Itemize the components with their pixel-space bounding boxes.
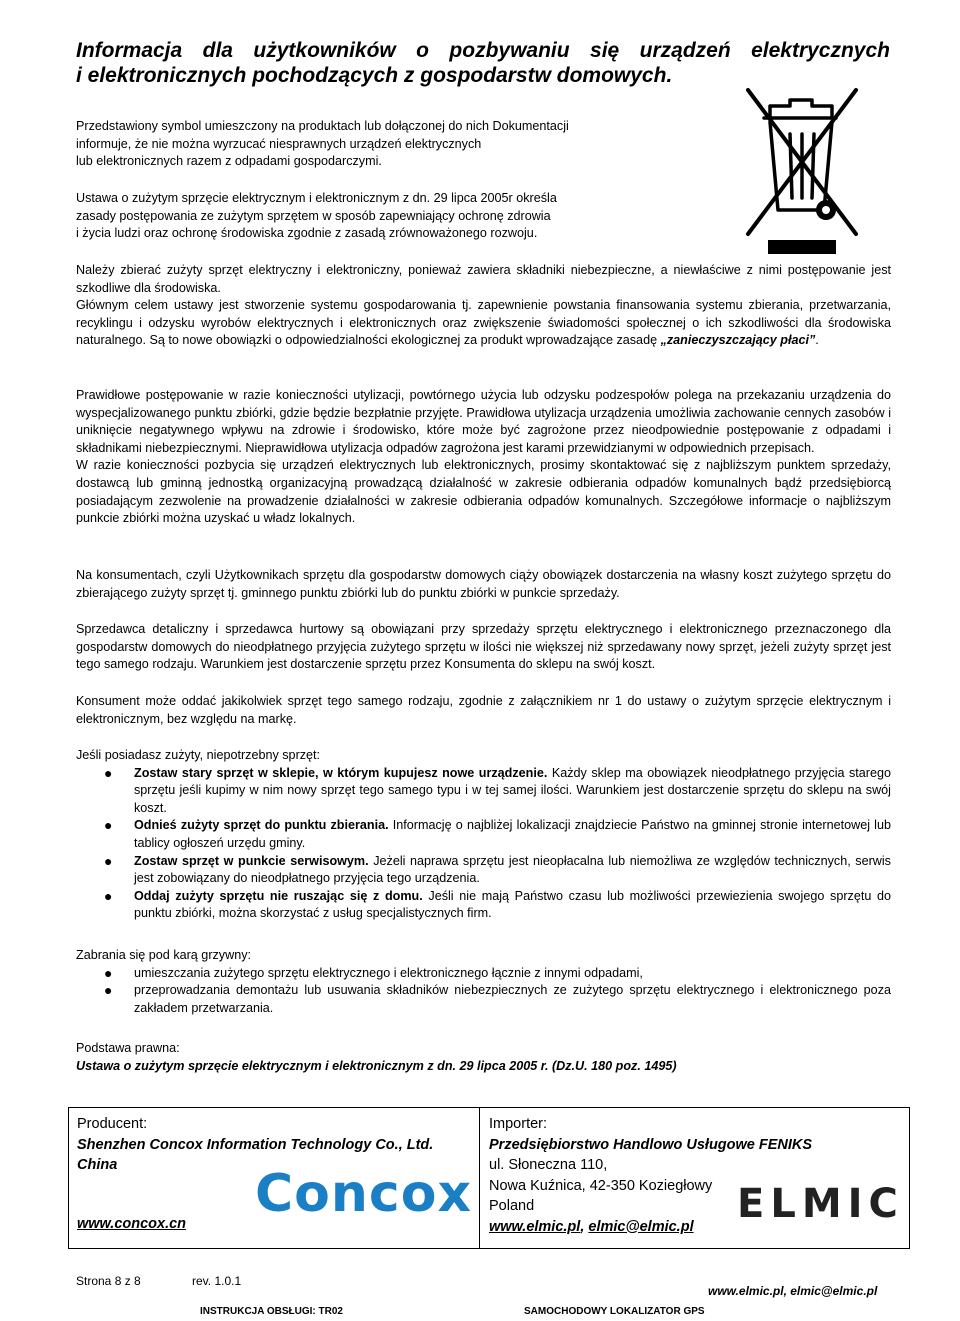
- footer-contact: www.elmic.pl, elmic@elmic.pl: [708, 1284, 878, 1298]
- list-item: [76, 888, 891, 923]
- list-item-text: Jeżeli naprawa sprzętu jest nieopłacalna lub niemożliwa ze względów technicznych, serwis jest zobowiązany do nieodpłatnego przyjęcia tego urządzenia.: [134, 853, 891, 886]
- footer-product-name: SAMOCHODOWY LOKALIZATOR GPS: [524, 1306, 705, 1317]
- consumer-may-paragraph: [76, 693, 891, 728]
- elmic-logo: ELMIC: [737, 1181, 904, 1227]
- retail-paragraph: [76, 621, 891, 674]
- list-item: [76, 965, 891, 983]
- forbid-list: [76, 965, 891, 1018]
- if-section: [76, 747, 891, 923]
- footer-manual-name: INSTRUKCJA OBSŁUGI: TR02: [200, 1306, 343, 1317]
- intro-paragraph: [76, 118, 696, 171]
- importer-email-link[interactable]: elmic@elmic.pl: [588, 1218, 694, 1235]
- list-item-text: Informację o najbliżej lokalizacji znajdziecie Państwo na gminnej stronie internetowej lub tablicy ogłoszeń urzędu gminy.: [134, 818, 891, 850]
- retail-text: Sprzedawca detaliczny i sprzedawca hurtowy są obowiązani przy sprzedaży sprzętu elektrycznego i elektronicznego przeznaczonego dla gospodarstw domowych do nieodpłatnego przyjęcia zużytego sprzętu w ilości nie większej niż sprzedawany nowy sprzęt, jeżeli zużyty sprzęt jest tego samego rodzaju. Warunkiem jest dostarczenie sprzętu przez Konsumenta do sklepu na swój koszt.: [76, 622, 891, 672]
- producer-country: China: [77, 1157, 118, 1173]
- importer-country: Poland: [489, 1198, 535, 1214]
- producer-label: Producent:: [77, 1116, 148, 1132]
- legal-section: [76, 1040, 891, 1075]
- title-line-2: i elektronicznych pochodzących z gospodarstw domowych.: [76, 64, 673, 87]
- list-item: [76, 817, 891, 852]
- producer-website-link[interactable]: www.concox.cn: [77, 1216, 187, 1232]
- importer-city: Nowa Kuźnica, 42-350 Koziegłowy: [489, 1177, 713, 1194]
- page-title: [76, 38, 890, 88]
- title-line-1: Informacja dla użytkowników o pozbywaniu się urządzeń elektrycznych: [76, 39, 890, 62]
- if-list: [76, 765, 891, 923]
- proper-text: Prawidłowe postępowanie w razie konieczności utylizacji, powtórnego użycia lub odzysku podzespołów polega na przekazaniu urządzenia do wyspecjalizowanego punktu zbiórki, gdzie będzie bezpłatnie przyjęte. Prawidłowa utylizacja urządzenia umożliwia zachowanie cennych zasobów i uniknięcie negatywnego wpływu na zdrowie i środowisko, które może być zagrożone przez nieodpowiednie postępowanie z odpadami i składnikami niebezpiecznymi. Nieprawidłowa utylizacja odpadów zagrożona jest karami przewidzianymi w odpowiednich przepisach.: [76, 388, 891, 455]
- bullet-dot-icon: ●: [104, 852, 113, 869]
- bullet-dot-icon: ●: [104, 964, 113, 981]
- bullet-dot-icon: ●: [104, 982, 113, 999]
- if-heading: Jeśli posiadasz zużyty, niepotrzebny sprzęt:: [76, 748, 321, 762]
- list-item-text: Jeśli nie mają Państwo czasu lub możliwości przewiezienia swojego sprzętu do punktu zbiórki, można skorzystać z usług specjalistycznych firm.: [134, 888, 891, 921]
- goal-text: Głównym celem ustawy jest stworzenie systemu gospodarowania tj. zapewnienie powstania finansowania systemu zbierania, przetwarzania, recyklingu i odzysku wyrobów elektrycznych i elektronicznych oraz zwiększenie świadomości społecznej o ich szkodliwości dla środowiska naturalnego. Są to nowe obowiązki o odpowiedzialności ekologicznej za produkt wprowadzające zasadę: [76, 298, 891, 348]
- law-intro-line: i życia ludzi oraz ochronę środowiska zgodnie z zasadą zrównoważonego rozwoju.: [76, 226, 538, 241]
- list-item: [76, 853, 891, 888]
- list-item-bold: Zostaw sprzęt w punkcie serwisowym.: [134, 853, 369, 868]
- law-intro-line: Ustawa o zużytym sprzęcie elektrycznym i elektronicznym z dn. 29 lipca 2005r określa: [76, 191, 557, 205]
- intro-line: Przedstawiony symbol umieszczony na produktach lub dołączonej do nich Dokumentacji: [76, 119, 569, 133]
- legal-heading: Podstawa prawna:: [76, 1041, 180, 1055]
- bullet-dot-icon: ●: [104, 817, 113, 834]
- intro-line: informuje, że nie można wyrzucać niesprawnych urządzeń elektrycznych: [76, 136, 482, 151]
- consumers-text: Na konsumentach, czyli Użytkownikach sprzętu dla gospodarstw domowych ciąży obowiązek dostarczenia na własny koszt zużytego sprzętu do zbierającego zużyty sprzęt tj. gminnego punktu zbiórki lub do punktu zbiórki w punkcie sprzedaży.: [76, 568, 891, 600]
- bullet-dot-icon: ●: [104, 764, 113, 781]
- consumers-paragraph: [76, 567, 891, 602]
- collect-text: Należy zbierać zużyty sprzęt elektryczny i elektroniczny, ponieważ zawiera składniki niebezpieczne, a niewłaściwe z nimi postępowanie jest szkodliwe dla środowiska.: [76, 263, 891, 295]
- importer-street: ul. Słoneczna 110,: [489, 1157, 608, 1173]
- list-item-text: przeprowadzania demontażu lub usuwania składników niebezpiecznych ze zużytego sprzętu elektrycznego i elektronicznego poza zakładem przetwarzania.: [134, 983, 891, 1015]
- concox-logo: Concox: [255, 1164, 472, 1224]
- producer-importer-box: [68, 1107, 910, 1249]
- law-intro-paragraph: [76, 190, 696, 243]
- forbid-section: [76, 947, 891, 1017]
- producer-name: Shenzhen Concox Information Technology Co., Ltd.: [77, 1136, 434, 1153]
- footer-page-number: Strona 8 z 8: [76, 1274, 141, 1288]
- consumer-may-text: Konsument może oddać jakikolwiek sprzęt tego samego rodzaju, zgodnie z załącznikiem nr 1 do ustawy o zużytym sprzęcie elektrycznym i elektronicznym, bez względu na markę.: [76, 694, 891, 726]
- law-intro-line: zasady postępowania ze zużytym sprzętem w sposób zapewniający ochronę zdrowia: [76, 208, 551, 223]
- crossed-out-wheelie-bin-icon: [740, 82, 864, 260]
- list-item: [76, 765, 891, 818]
- forbid-heading: Zabrania się pod karą grzywny:: [76, 948, 251, 962]
- list-item-bold: Oddaj zużyty sprzętu nie ruszając się z domu.: [134, 888, 423, 903]
- importer-website-link[interactable]: www.elmic.pl: [489, 1218, 581, 1235]
- polluter-pays-quote: „zanieczyszczający płaci”: [660, 333, 816, 348]
- list-item-text: Każdy sklep ma obowiązek nieodpłatnego przyjęcia starego sprzętu jeśli kupimy w nim nowy sprzęt tego samego typu i w tej samej ilości. Warunkiem jest dostarczenie sprzętu do sklepu na swój koszt.: [134, 765, 891, 815]
- goal-end: .: [815, 333, 819, 348]
- legal-text: Ustawa o zużytym sprzęcie elektrycznym i elektronicznym z dn. 29 lipca 2005 r. (Dz.U. 180 poz. 1495): [76, 1058, 677, 1073]
- list-item-bold: Zostaw stary sprzęt w sklepie, w którym kupujesz nowe urządzenie.: [134, 765, 548, 780]
- list-item-bold: Odnieś zużyty sprzęt do punktu zbierania.: [134, 818, 389, 833]
- list-item-text: umieszczania zużytego sprzętu elektrycznego i elektronicznego łącznie z innymi odpadami,: [134, 965, 643, 980]
- footer-revision: rev. 1.0.1: [192, 1274, 242, 1288]
- collect-paragraph: [76, 262, 891, 350]
- importer-name: Przedsiębiorstwo Handlowo Usługowe FENIKS: [489, 1136, 813, 1153]
- goal-paragraph: [76, 297, 891, 350]
- intro-line: lub elektronicznych razem z odpadami gospodarczymi.: [76, 154, 382, 169]
- box-divider: [479, 1108, 480, 1248]
- proper-handling-paragraph: [76, 387, 891, 528]
- list-item: [76, 982, 891, 1017]
- importer-separator: ,: [580, 1218, 589, 1235]
- bullet-dot-icon: ●: [104, 887, 113, 904]
- contact-text: W razie konieczności pozbycia się urządzeń elektrycznych lub elektronicznych, prosimy skontaktować się z najbliższym punktem sprzedaży, dostawcą lub gminną jednostką organizacyjną prowadzącą działalność w zakresie odbierania odpadów komunalnych bądź przedsiębiorcą posiadającym zezwolenie na prowadzenie działalności w zakresie odbierania odpadów komunalnych. Szczegółowe informacje o najbliższym punkcie zbiórki można uzyskać u władz lokalnych.: [76, 458, 891, 526]
- importer-label: Importer:: [489, 1116, 548, 1132]
